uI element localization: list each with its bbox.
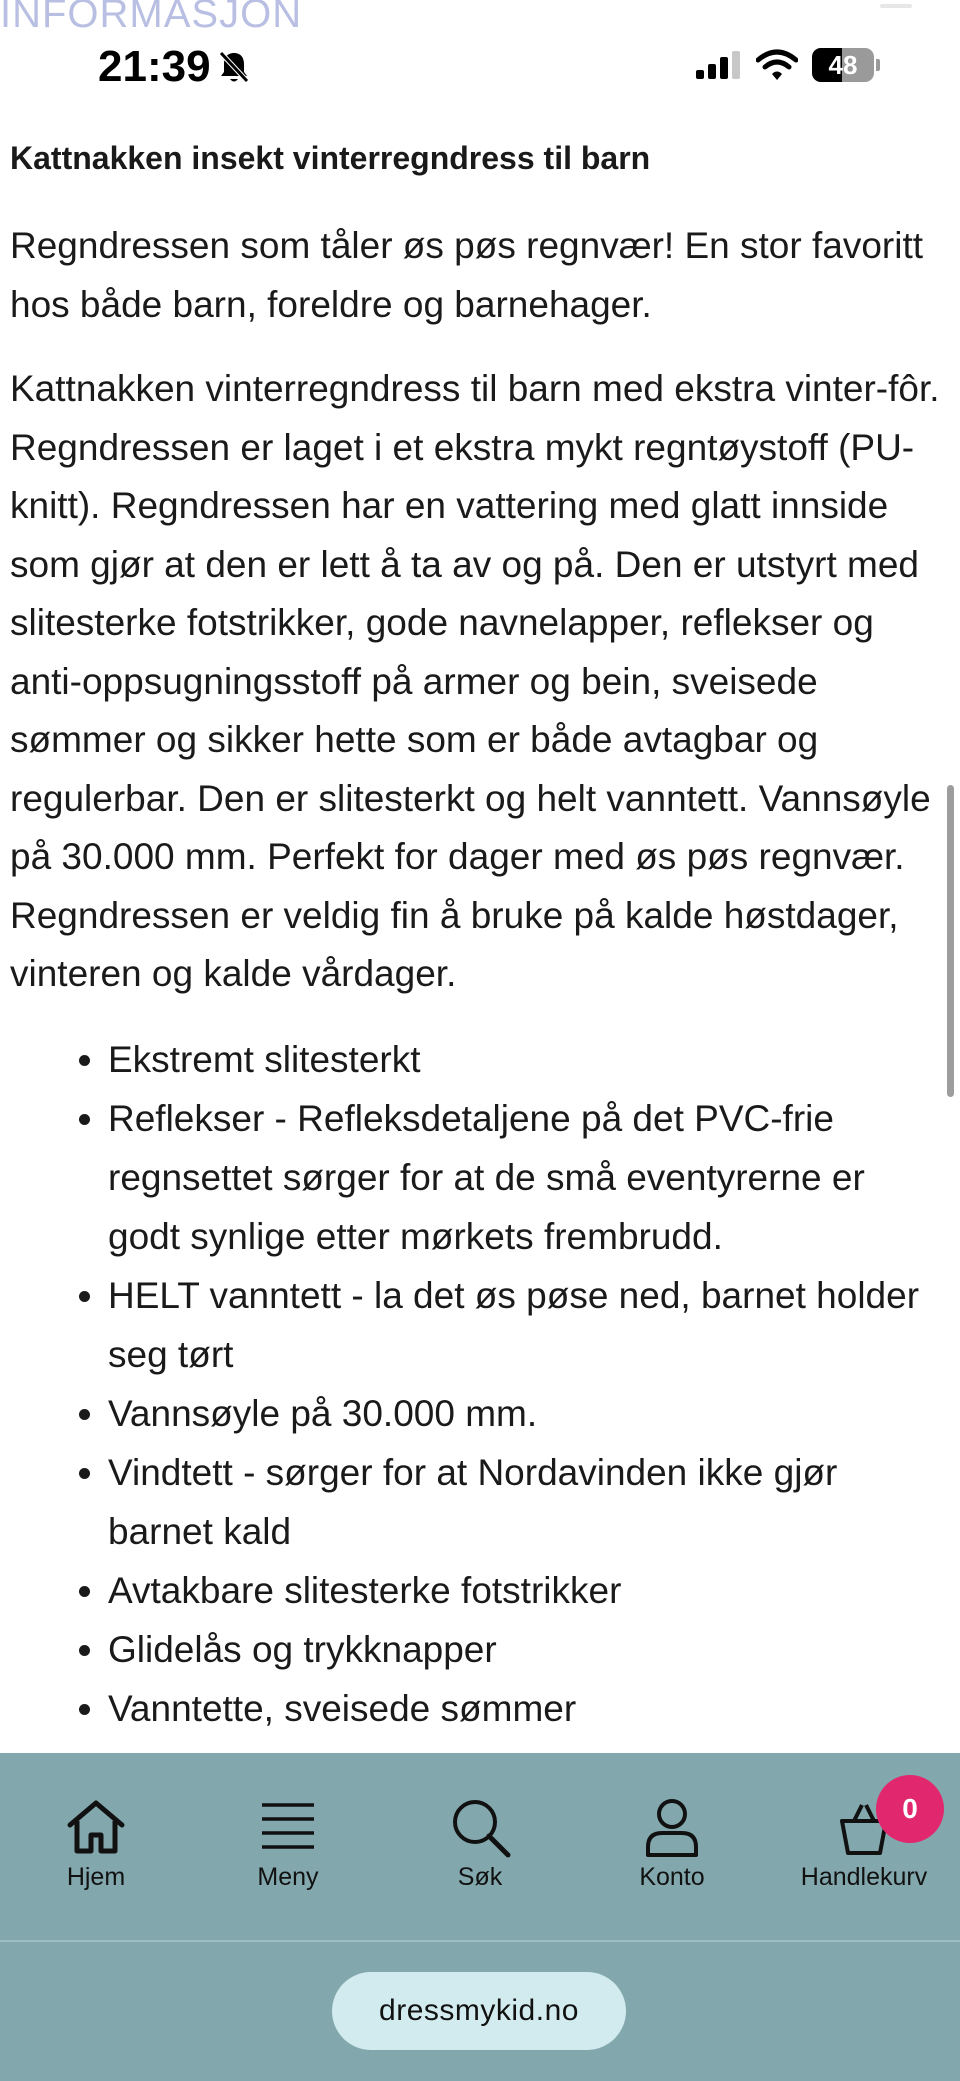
clock: 21:39 — [98, 42, 211, 91]
feature-item: • Ekstremt slitesterkt — [108, 1030, 945, 1089]
battery-indicator — [812, 48, 874, 82]
bell-muted-icon — [217, 49, 251, 85]
status-bar-time — [98, 42, 251, 92]
bottom-navigation — [0, 1753, 960, 1940]
battery-percentage: 48 — [828, 49, 858, 80]
search-icon — [448, 1795, 512, 1859]
feature-item: • Vindtett - sørger for at Nordavinden ikke gjør barnet kald — [108, 1443, 945, 1561]
home-icon — [64, 1795, 128, 1859]
product-intro: Regndressen som tåler øs pøs regnvær! En stor favoritt hos både barn, foreldre og barnehager. — [10, 225, 924, 325]
nav-search-label: Søk — [457, 1863, 503, 1891]
section-heading: INFORMASJON — [0, 0, 303, 36]
nav-menu[interactable] — [198, 1753, 378, 1940]
wifi-icon — [756, 49, 798, 81]
nav-search[interactable] — [390, 1753, 570, 1940]
header-divider — [880, 4, 912, 8]
cart-count-badge: 0 — [876, 1775, 944, 1843]
browser-toolbar — [0, 1940, 960, 2081]
product-description-text: Kattnakken vinterregndress til barn med ekstra vinter-fôr. Regndressen er laget i et ekstra mykt regntøystoff (PU-knitt). Regndressen har en vattering med glatt innside som gjør at den er lett å ta av og på. Den er utstyrt med slitesterke fotstrikker, gode navnelapper, reflekser og anti-oppsugningsstoff på armer og bein, sveisede sømmer og sikker hette som er både avtagbar og regulerbar. Den er slitesterkt og helt vanntett. Vannsøyle på 30.000 mm. Perfekt for dager med øs pøs regnvær. Regndressen er veldig fin å bruke på kalde høstdager, vinteren og kalde vårdager. — [10, 368, 940, 994]
feature-item: • HELT vanntett - la det øs pøse ned, barnet holder seg tørt — [108, 1266, 945, 1384]
feature-item: • Reflekser - Refleksdetaljene på det PVC-frie regnsettet sørger for at de små eventyrerne er godt synlige etter mørkets frembrudd. — [108, 1089, 945, 1266]
nav-cart-label: Handlekurv — [800, 1863, 928, 1891]
nav-account-label: Konto — [639, 1863, 705, 1891]
menu-icon — [256, 1795, 320, 1859]
feature-list — [10, 1030, 945, 1738]
nav-account[interactable] — [582, 1753, 762, 1940]
nav-home[interactable] — [6, 1753, 186, 1940]
battery-cap — [876, 59, 880, 71]
status-bar-indicators — [696, 48, 880, 82]
product-description — [10, 130, 945, 1738]
feature-item: • Vanntette, sveisede sømmer — [108, 1679, 945, 1738]
nav-menu-label: Meny — [257, 1863, 319, 1891]
feature-item: • Avtakbare slitesterke fotstrikker — [108, 1561, 945, 1620]
address-bar[interactable]: dressmykid.no — [332, 1972, 626, 2050]
feature-item: • Glidelås og trykknapper — [108, 1620, 945, 1679]
scrollbar[interactable] — [947, 785, 954, 1097]
product-title: Kattnakken insekt vinterregndress til barn — [10, 140, 651, 176]
nav-cart[interactable] — [774, 1753, 954, 1940]
cellular-signal-icon — [696, 51, 742, 79]
nav-home-label: Hjem — [66, 1863, 126, 1891]
user-icon — [640, 1795, 704, 1859]
feature-item: • Vannsøyle på 30.000 mm. — [108, 1384, 945, 1443]
